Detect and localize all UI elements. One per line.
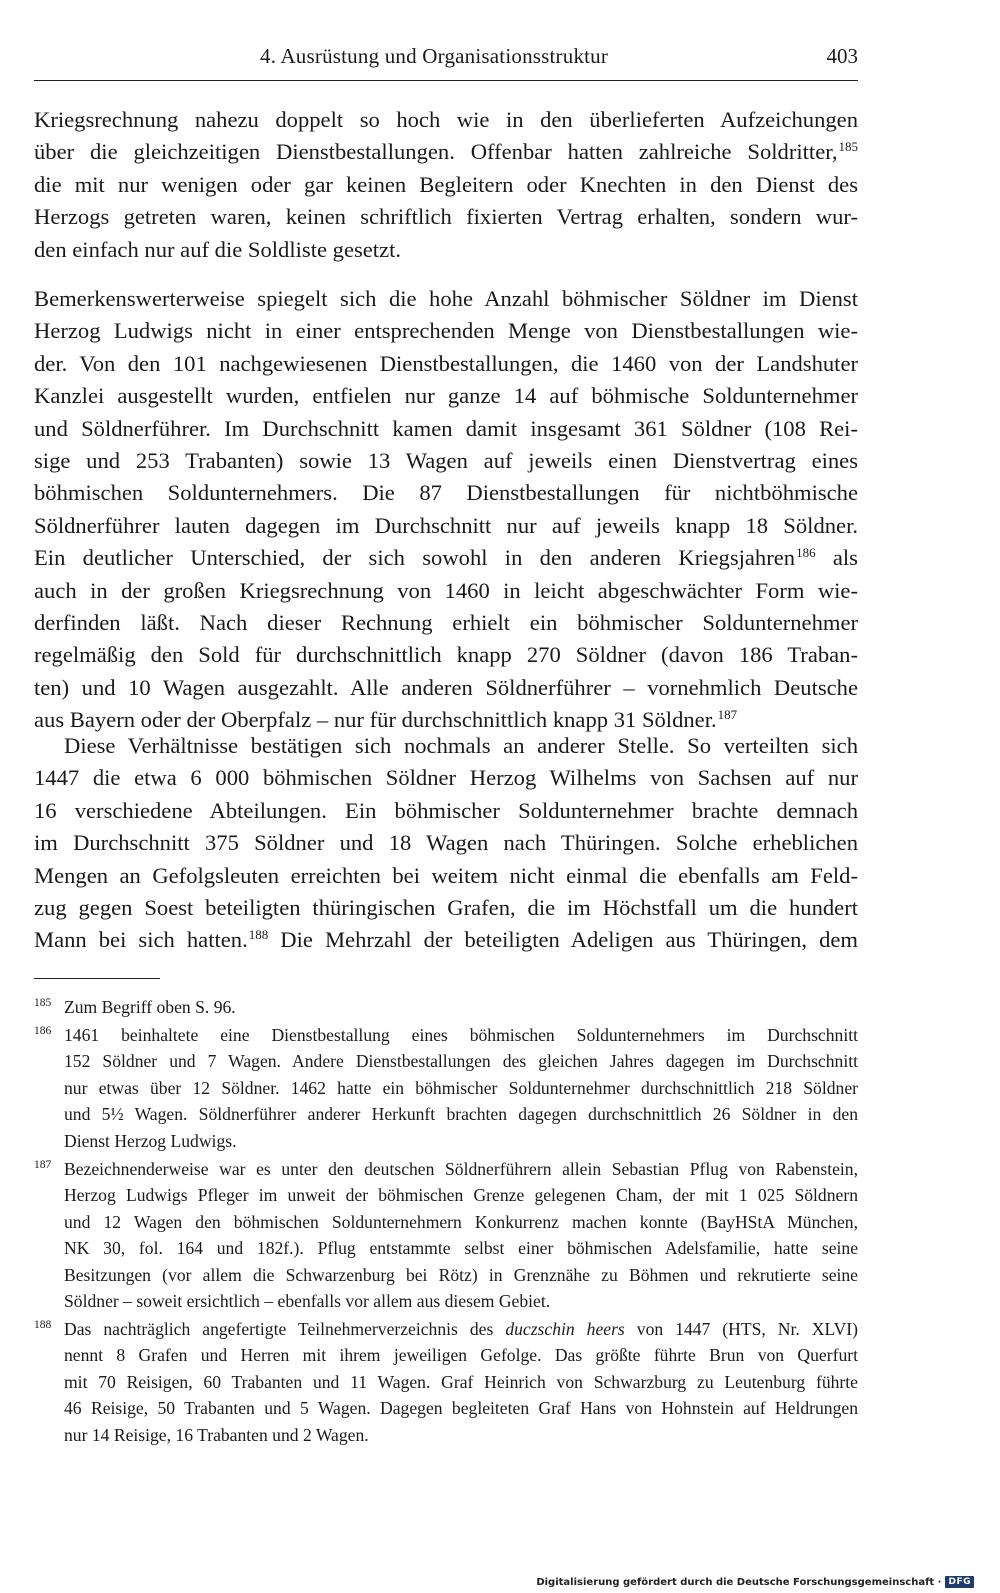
text-line: ten) und 10 Wagen ausgezahlt. Alle anderen Söldnerführer – vornehmlich Deutsche xyxy=(34,674,858,700)
text-line: den einfach nur auf die Soldliste gesetzt. xyxy=(34,236,402,262)
footnote-188 xyxy=(34,1316,858,1448)
footnote-line: Bezeichnenderweise war es unter den deutschen Söldnerführern allein Sebastian Pflug von Rabenstein, xyxy=(64,1159,858,1179)
text-line: auch in der großen Kriegsrechnung von 1460 in leicht abgeschwächter Form wie- xyxy=(34,577,858,603)
footnote-line: Besitzungen (vor allem die Schwarzenburg bei Rötz) in Grenznähe zu Böhmen und rekrutierte seine xyxy=(64,1264,858,1285)
footnote-line: Herzog Ludwigs Pfleger im unweit der böhmischen Grenze gelegenen Cham, der mit 1 025 Söldnern xyxy=(64,1185,858,1206)
footnote-number: 185 xyxy=(34,997,52,1009)
footnote-number: 187 xyxy=(34,1159,52,1171)
footnote-ref-185: 185 xyxy=(838,138,858,154)
text-line: sige und 253 Trabanten) sowie 13 Wagen auf jeweils einen Dienstvertrag eines xyxy=(34,447,858,473)
footnote-line: und 5½ Wagen. Söldnerführer anderer Herkunft brachten dagegen durchschnittlich 26 Söldner in den xyxy=(64,1104,858,1125)
dfg-logo-icon: DFG xyxy=(945,1576,974,1588)
footnote-line: nur 14 Reisige, 16 Trabanten und 2 Wagen. xyxy=(64,1424,369,1445)
text-line: der. Von den 101 nachgewiesenen Dienstbestallungen, die 1460 von der Landshuter xyxy=(34,350,858,376)
footnote-line: mit 70 Reisigen, 60 Trabanten und 11 Wagen. Graf Heinrich von Schwarzburg zu Leutenburg führte xyxy=(64,1371,858,1392)
text-line: im Durchschnitt 375 Söldner und 18 Wagen nach Thüringen. Solche erheblichen xyxy=(34,830,858,856)
paragraph-3 xyxy=(34,730,858,957)
italic-term: duczschin heers xyxy=(505,1319,625,1339)
text-line: Herzog Ludwigs nicht in einer entsprechenden Menge von Dienstbestallungen wie- xyxy=(34,318,858,344)
footnote-line: Zum Begriff oben S. 96. xyxy=(64,997,236,1017)
text-line: Mengen an Gefolgsleuten erreichten bei weitem nicht einmal die ebenfalls am Feld- xyxy=(34,862,858,888)
watermark-text: Digitalisierung gefördert durch die Deutsche Forschungsgemeinschaft · xyxy=(536,1576,942,1588)
text-line: 16 verschiedene Abteilungen. Ein böhmischer Soldunternehmer brachte demnach xyxy=(34,797,858,823)
text-line: Herzogs getreten waren, keinen schriftlich fixierten Vertrag erhalten, sondern wur- xyxy=(34,204,858,230)
footnote-ref-187: 187 xyxy=(717,706,738,722)
footnote-ref-186: 186 xyxy=(796,544,816,560)
footnote-line: Söldner – soweit ersichtlich – ebenfalls vor allem aus diesem Gebiet. xyxy=(64,1290,551,1311)
text-line: zug gegen Soest beteiligten thüringischen Grafen, die im Höchstfall um die hundert xyxy=(34,894,858,920)
text-line: aus Bayern oder der Oberpfalz – nur für durchschnittlich knapp 31 Söldner.$^{187}$ xyxy=(34,706,738,733)
text-line: die mit nur wenigen oder gar keinen Begleitern oder Knechten in den Dienst des xyxy=(34,171,858,197)
footnote-line: 152 Söldner und 7 Wagen. Andere Dienstbestallungen des gleichen Jahres dagegen im Durchschnitt xyxy=(64,1051,858,1072)
text-line: derfinden läßt. Nach dieser Rechnung erhielt ein böhmischer Soldunternehmer xyxy=(34,609,858,635)
running-title: 4. Ausrüstung und Organisationsstruktur xyxy=(260,44,609,68)
footnote-number: 188 xyxy=(34,1319,52,1331)
text-line: regelmäßig den Sold für durchschnittlich knapp 270 Söldner (davon 186 Traban- xyxy=(34,642,858,668)
footnote-line: nur etwas über 12 Söldner. 1462 hatte ein böhmischer Soldunternehmer durchschnittlich 218 Söldner xyxy=(64,1077,858,1098)
footnote-line: 1461 beinhaltete eine Dienstbestallung eines böhmischen Soldunternehmers im Durchschnitt xyxy=(64,1025,858,1045)
footnote-line: und 12 Wagen den böhmischen Soldunternehmern Konkurrenz machen konnte (BayHStA München, xyxy=(64,1211,858,1232)
footnote-line: NK 30, fol. 164 und 182f.). Pflug entstammte selbst einer böhmischen Adelsfamilie, hatte seine xyxy=(64,1238,858,1259)
paragraph-2 xyxy=(34,283,858,736)
footnote-line: nennt 8 Grafen und Herren mit ihrem jeweiligen Gefolge. Das größte führte Brun von Querfurt xyxy=(64,1345,858,1366)
paragraph-1 xyxy=(34,104,858,266)
dfg-watermark xyxy=(536,1576,974,1588)
running-header xyxy=(34,38,858,81)
text-line: und Söldnerführer. Im Durchschnitt kamen damit insgesamt 361 Söldner (108 Rei- xyxy=(34,415,858,441)
text-line: Diese Verhältnisse bestätigen sich nochmals an anderer Stelle. So verteilten sich xyxy=(64,733,858,758)
text-line: Bemerkenswerterweise spiegelt sich die hohe Anzahl böhmischer Söldner im Dienst xyxy=(34,286,858,311)
footnote-186 xyxy=(34,1022,858,1154)
footnote-number: 186 xyxy=(34,1025,52,1037)
footnote-185 xyxy=(34,994,858,1020)
text-line: Ein deutlicher Unterschied, der sich sowohl in den anderen Kriegsjahren$^{186}$ als xyxy=(34,544,858,571)
text-line: Mann bei sich hatten.$^{188}$ Die Mehrzahl der beteiligten Adeligen aus Thüringen, dem xyxy=(34,926,858,953)
footnote-line: Das nachträglich angefertigte Teilnehmerverzeichnis des duczschin heers von 1447 (HTS, Nr. XLVI) xyxy=(64,1319,859,1339)
footnote-line: Dienst Herzog Ludwigs. xyxy=(64,1130,237,1151)
footnote-187 xyxy=(34,1156,858,1314)
text-line: Söldnerführer lauten dagegen im Durchschnitt nur auf jeweils knapp 18 Söldner. xyxy=(34,512,858,538)
text-line: Kanzlei ausgestellt wurden, entfielen nur ganze 14 auf böhmische Soldunternehmer xyxy=(34,383,858,409)
footnote-line: 46 Reisige, 50 Trabanten und 5 Wagen. Dagegen begleiteten Graf Hans von Hohnstein auf Heldrungen xyxy=(64,1398,858,1419)
text-line: böhmischen Soldunternehmers. Die 87 Dienstbestallungen für nichtböhmische xyxy=(34,480,858,506)
text-line: über die gleichzeitigen Dienstbestallungen. Offenbar hatten zahlreiche Soldritter,$^{185}$ xyxy=(34,138,858,165)
text-line: 1447 die etwa 6 000 böhmischen Söldner Herzog Wilhelms von Sachsen auf nur xyxy=(34,765,858,791)
footnote-ref-188: 188 xyxy=(248,926,269,942)
page-number: 403 xyxy=(826,44,858,68)
text-line: Kriegsrechnung nahezu doppelt so hoch wie in den überlieferten Aufzeichungen xyxy=(34,107,858,132)
footnote-separator xyxy=(34,978,160,979)
